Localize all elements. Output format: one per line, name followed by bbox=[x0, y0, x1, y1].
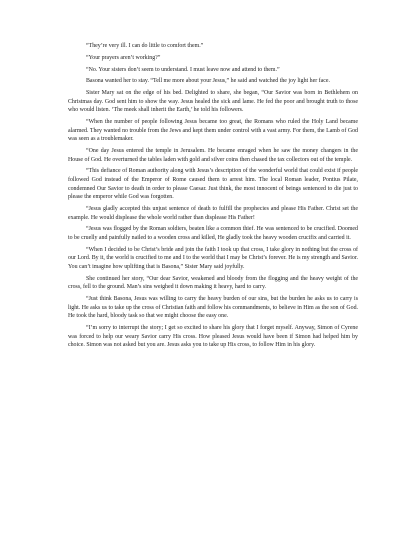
paragraph: “No. Your sisters don’t seem to understand. I must leave now and attend to them.” bbox=[86, 66, 280, 73]
paragraph: Basona wanted her to stay. “Tell me more about your Jesus,” he said and watched the joy light her face. bbox=[86, 78, 330, 85]
paragraph: “Jesus was flogged by the Roman soldiers, beaten like a common thief. He was sentenced to be crucified. Doomed to be cruelly and painfully nailed to a wooden cross and killed, He gladly took the heavy wooden crucifix and carried it. bbox=[68, 226, 358, 241]
paragraph: “When the number of people following Jesus became too great, the Romans who ruled the Holy Land became alarmed. They wanted no trouble from the Jews and kept them under control with a vast army. For them, the Lamb of God was seen as a troublemaker. bbox=[68, 119, 358, 143]
document-page bbox=[68, 42, 358, 353]
paragraph: “Your prayers aren’t working?” bbox=[86, 54, 161, 61]
paragraph: She continued her story, “Our dear Savior, weakened and bloody from the flogging and the heavy weight of the cross, fell to the ground. Man’s sins weighed it down making it heavy, hard to carry. bbox=[68, 275, 358, 291]
paragraph: “This defiance of Roman authority along with Jesus’s description of the wonderful world that could exist if people followed God instead of the Emperor of Rome caused them to arrest him. The local Roman leader, Pontius Pilate, condemned Our Savior to death in order to please Caesar. Just think, the most innocent of beings sentenced to die just to please the emperor while God was forgotten. bbox=[68, 168, 358, 201]
paragraph: “I’m sorry to interrupt the story; I get so excited to share his glory that I forget myself. Anyway, Simon of Cyrene was forced to help our weary Savior carry His cross. How pleased Jesus would have been if Simon had helped him by choice. Simon was not asked but you are. Jesus asks you to take up His cross, to follow Him in his glory. bbox=[68, 325, 358, 349]
paragraph: “One day Jesus entered the temple in Jerusalem. He became enraged when he saw the money changers in the House of God. He overturned the tables laden with gold and silver coins then chased the tax collectors out of the temple. bbox=[68, 148, 358, 163]
paragraph: Sister Mary sat on the edge of his bed. Delighted to share, she began, “Our Savior was born in Bethlehem on Christmas day. God sent him to show the way. Jesus healed the sick and lame. He fed the poor and brought truth to those who would listen. ‘The meek shall inherit the Earth,’ he told his followers. bbox=[68, 90, 358, 114]
paragraph: “Jesus gladly accepted this unjust sentence of death to fulfill the prophecies and please His Father. Christ set the example. He would displease the whole world rather than displease His Father! bbox=[68, 206, 358, 221]
paragraph: “They’re very ill. I can do little to comfort them.” bbox=[86, 43, 204, 49]
paragraph: “When I decided to be Christ’s bride and join the faith I took up that cross, I take glory in nothing but the cross of our Lord. By it, the world is crucified to me and I to the world that I may be Christ’s forever. He is my strength and Savior. You can’t imagine how uplifting that is Basona,” Sister Mary said joyfully. bbox=[68, 246, 358, 270]
paragraph: “Just think Basona, Jesus was willing to carry the heavy burden of our sins, but the burden he asks us to carry is light. He asks us to take up the cross of Christian faith and follow his commandments, to believe in Him as the son of God. He took the hard, bloody task so that we might choose the easy one. bbox=[68, 296, 358, 320]
